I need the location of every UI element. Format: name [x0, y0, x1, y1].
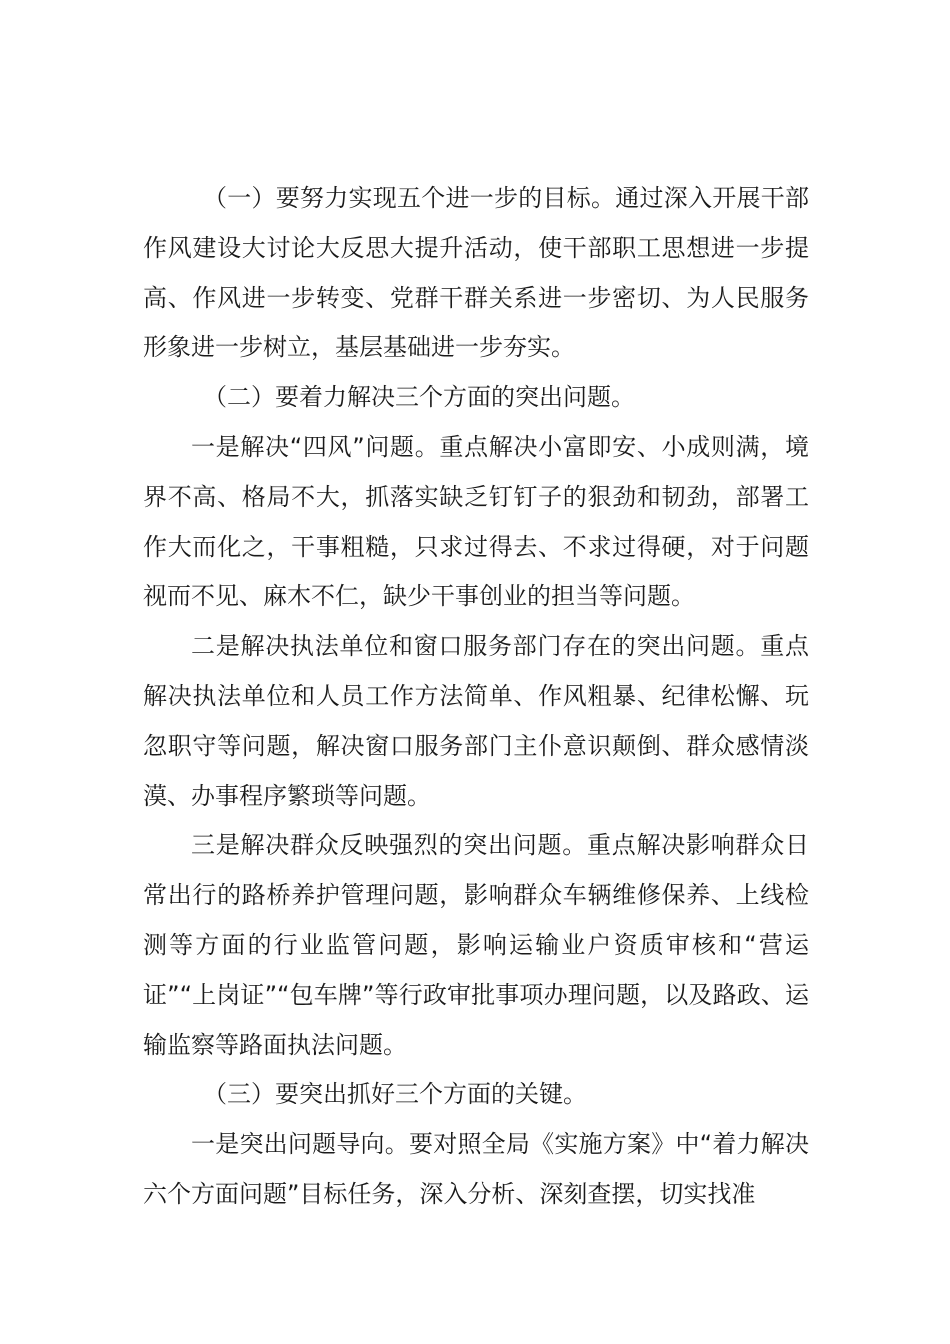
- paragraph-four-winds: 一是解决“四风”问题。重点解决小富即安、小成则满，境界不高、格局不大，抓落实缺乏钉钉子的狠劲和韧劲，部署工作大而化之，干事粗糙，只求过得去、不求过得硬，对于问题视而不见、麻木不仁，缺少干事创业的担当等问题。: [143, 432, 809, 611]
- paragraph-section-3: （三）要突出抓好三个方面的关键。: [203, 1080, 587, 1109]
- paragraph-section-1: （一）要努力实现五个进一步的目标。通过深入开展干部作风建设大讨论大反思大提升活动，使干部职工思想进一步提高、作风进一步转变、党群干群关系进一步密切、为人民服务形象进一步树立，基层基础进一步夯实。: [143, 184, 809, 362]
- paragraph-law-enforcement: 二是解决执法单位和窗口服务部门存在的突出问题。重点解决执法单位和人员工作方法简单、作风粗暴、纪律松懈、玩忽职守等问题，解决窗口服务部门主仆意识颠倒、群众感情淡漠、办事程序繁琐等问题。: [143, 632, 809, 810]
- document-body: [143, 174, 809, 1220]
- paragraph-public-concerns: 三是解决群众反映强烈的突出问题。重点解决影响群众日常出行的路桥养护管理问题，影响群众车辆维修保养、上线检测等方面的行业监管问题，影响运输业户资质审核和“营运证”“上岗证”“包车牌”等行政审批事项办理问题，以及路政、运输监察等路面执法问题。: [143, 831, 809, 1059]
- paragraph-section-2: （二）要着力解决三个方面的突出问题。: [203, 383, 635, 412]
- paragraph-problem-orientation: 一是突出问题导向。要对照全局《实施方案》中“着力解决六个方面问题”目标任务，深入分析、深刻查摆，切实找准: [143, 1130, 809, 1208]
